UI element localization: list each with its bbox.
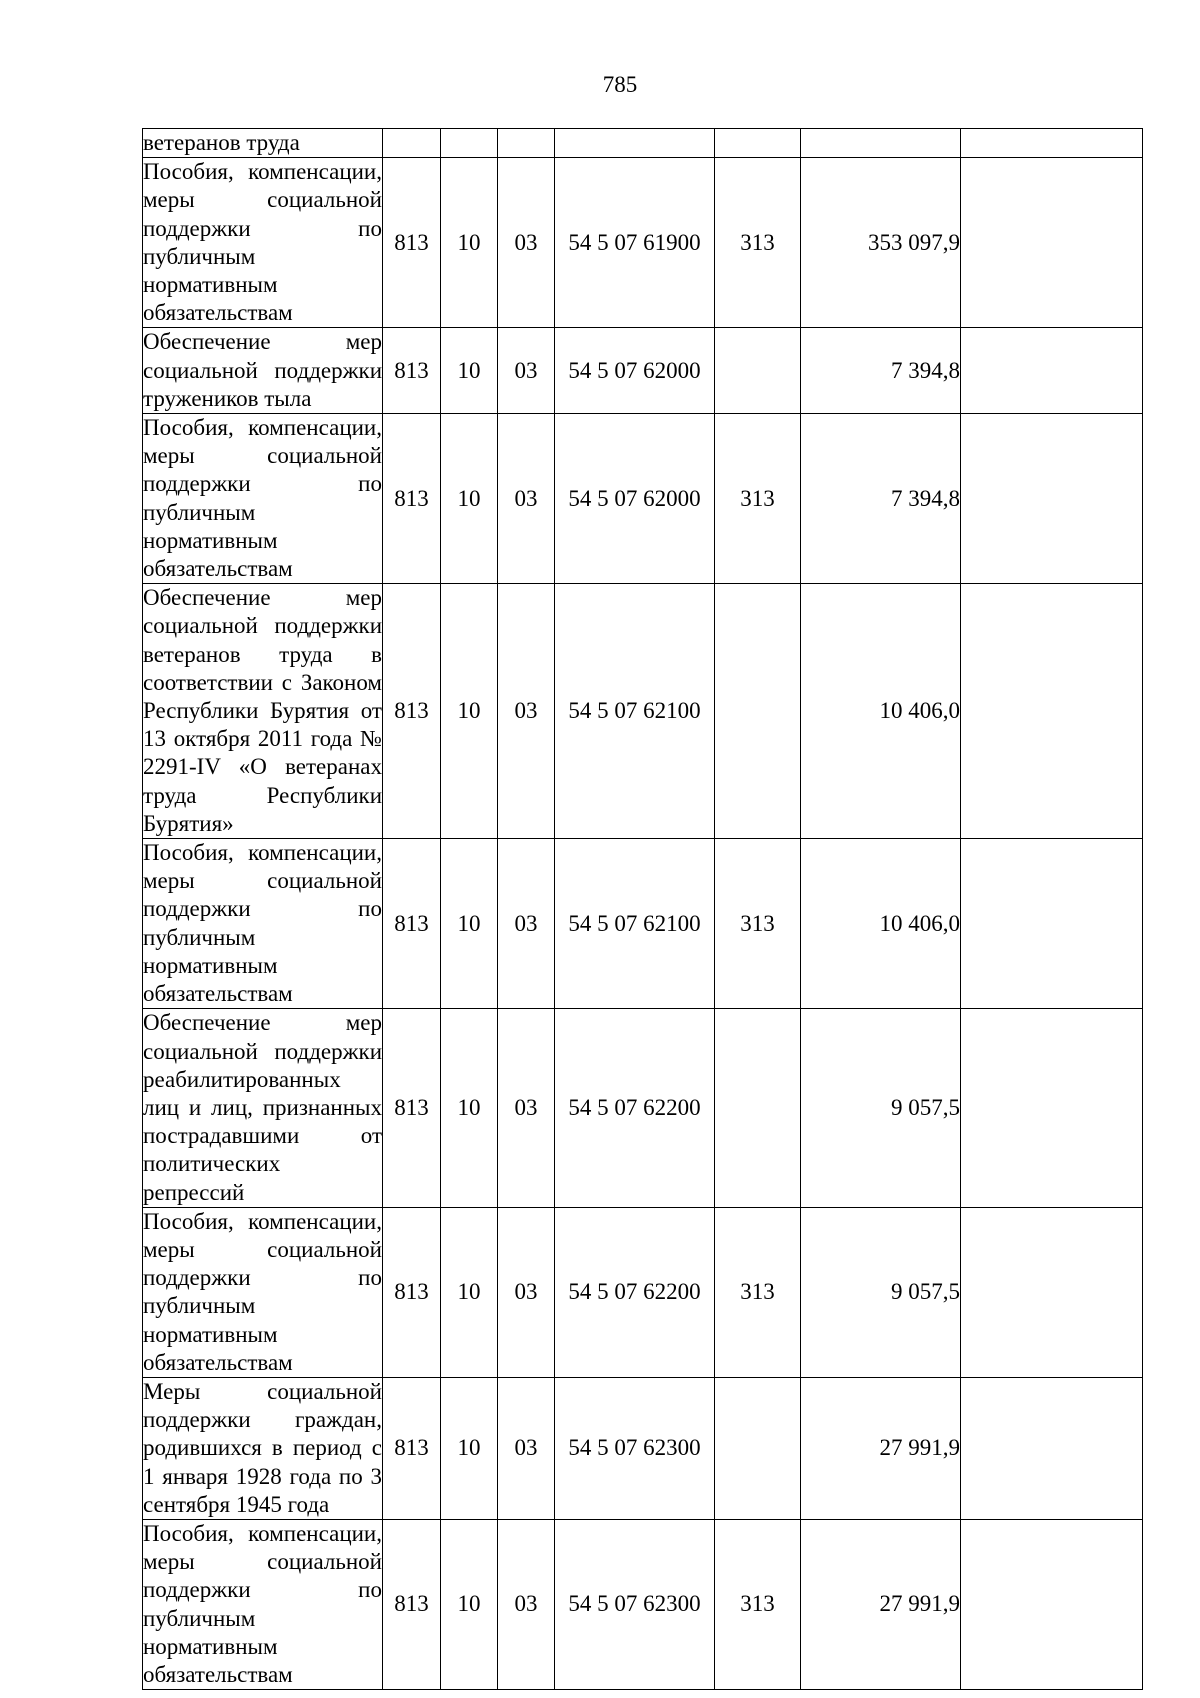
expense-type-cell: 313 (715, 1519, 801, 1689)
target-article-cell (555, 129, 715, 158)
expense-type-cell (715, 328, 801, 414)
extra-cell (961, 328, 1143, 414)
expense-name: Обеспечение мер социальной поддержки тружеников тыла (143, 329, 382, 411)
section-code-cell (441, 129, 498, 158)
section-code-cell: 10 (441, 1207, 498, 1377)
amount-cell: 27 991,9 (801, 1377, 961, 1519)
subsection-code-cell: 03 (498, 1009, 555, 1207)
expense-name-cell (143, 158, 383, 328)
subsection-code-cell: 03 (498, 584, 555, 839)
section-code-cell: 10 (441, 328, 498, 414)
expense-name: Пособия, компенсации, меры социальной поддержки по публичным нормативным обязательствам (143, 1208, 382, 1375)
subsection-code-cell: 03 (498, 1207, 555, 1377)
expense-type-cell (715, 1377, 801, 1519)
table-row (143, 129, 1143, 158)
subsection-code-cell: 03 (498, 328, 555, 414)
extra-cell (961, 1519, 1143, 1689)
target-article-cell: 54 5 07 62200 (555, 1207, 715, 1377)
expense-name-cell (143, 1377, 383, 1519)
expense-name: Пособия, компенсации, меры социальной поддержки по публичным нормативным обязательствам (143, 840, 382, 1007)
table-row (143, 1519, 1143, 1689)
amount-cell: 9 057,5 (801, 1009, 961, 1207)
expense-name: Пособия, компенсации, меры социальной поддержки по публичным нормативным обязательствам (143, 415, 382, 582)
ministry-code-cell: 813 (383, 1519, 441, 1689)
budget-table (142, 128, 1143, 1690)
ministry-code-cell: 813 (383, 584, 441, 839)
extra-cell (961, 129, 1143, 158)
target-article-cell: 54 5 07 61900 (555, 158, 715, 328)
table-body (143, 129, 1143, 1690)
table-row (143, 328, 1143, 414)
subsection-code-cell: 03 (498, 839, 555, 1009)
section-code-cell: 10 (441, 414, 498, 584)
expense-name: ветеранов труда (143, 130, 300, 155)
target-article-cell: 54 5 07 62000 (555, 414, 715, 584)
expense-type-cell (715, 129, 801, 158)
expense-name-cell (143, 839, 383, 1009)
table-row (143, 1207, 1143, 1377)
expense-name: Обеспечение мер социальной поддержки ветеранов труда в соответствии с Законом Республики Бурятия от 13 октября 2011 года № 2291-IV «О ветеранах труда Республики Бурятия» (143, 585, 382, 836)
expense-name-cell (143, 129, 383, 158)
target-article-cell: 54 5 07 62100 (555, 839, 715, 1009)
amount-cell: 7 394,8 (801, 328, 961, 414)
table-row (143, 839, 1143, 1009)
extra-cell (961, 839, 1143, 1009)
section-code-cell: 10 (441, 839, 498, 1009)
amount-cell: 10 406,0 (801, 584, 961, 839)
subsection-code-cell: 03 (498, 414, 555, 584)
table-row (143, 584, 1143, 839)
extra-cell (961, 1207, 1143, 1377)
amount-cell (801, 129, 961, 158)
amount-cell: 10 406,0 (801, 839, 961, 1009)
section-code-cell: 10 (441, 1377, 498, 1519)
extra-cell (961, 414, 1143, 584)
extra-cell (961, 158, 1143, 328)
subsection-code-cell: 03 (498, 1377, 555, 1519)
expense-name: Пособия, компенсации, меры социальной поддержки по публичным нормативным обязательствам (143, 159, 382, 326)
expense-type-cell (715, 584, 801, 839)
section-code-cell: 10 (441, 1009, 498, 1207)
expense-name-cell (143, 1009, 383, 1207)
page-number: 785 (602, 72, 638, 97)
ministry-code-cell (383, 129, 441, 158)
subsection-code-cell (498, 129, 555, 158)
extra-cell (961, 584, 1143, 839)
expense-name-cell (143, 328, 383, 414)
target-article-cell: 54 5 07 62300 (555, 1377, 715, 1519)
ministry-code-cell: 813 (383, 1377, 441, 1519)
expense-type-cell: 313 (715, 1207, 801, 1377)
ministry-code-cell: 813 (383, 158, 441, 328)
ministry-code-cell: 813 (383, 328, 441, 414)
amount-cell: 7 394,8 (801, 414, 961, 584)
expense-name: Обеспечение мер социальной поддержки реабилитированных лиц и лиц, признанных пострадавшими от политических репрессий (143, 1010, 382, 1205)
table-row (143, 158, 1143, 328)
amount-cell: 353 097,9 (801, 158, 961, 328)
expense-name-cell (143, 414, 383, 584)
ministry-code-cell: 813 (383, 414, 441, 584)
expense-type-cell: 313 (715, 414, 801, 584)
ministry-code-cell: 813 (383, 839, 441, 1009)
table-row (143, 1009, 1143, 1207)
subsection-code-cell: 03 (498, 158, 555, 328)
expense-name-cell (143, 584, 383, 839)
amount-cell: 27 991,9 (801, 1519, 961, 1689)
ministry-code-cell: 813 (383, 1207, 441, 1377)
ministry-code-cell: 813 (383, 1009, 441, 1207)
target-article-cell: 54 5 07 62300 (555, 1519, 715, 1689)
expense-type-cell (715, 1009, 801, 1207)
expense-type-cell: 313 (715, 158, 801, 328)
table-row (143, 414, 1143, 584)
extra-cell (961, 1009, 1143, 1207)
section-code-cell: 10 (441, 584, 498, 839)
expense-name: Пособия, компенсации, меры социальной поддержки по публичным нормативным обязательствам (143, 1520, 382, 1687)
target-article-cell: 54 5 07 62000 (555, 328, 715, 414)
target-article-cell: 54 5 07 62100 (555, 584, 715, 839)
amount-cell: 9 057,5 (801, 1207, 961, 1377)
extra-cell (961, 1377, 1143, 1519)
subsection-code-cell: 03 (498, 1519, 555, 1689)
table-row (143, 1377, 1143, 1519)
section-code-cell: 10 (441, 1519, 498, 1689)
target-article-cell: 54 5 07 62200 (555, 1009, 715, 1207)
section-code-cell: 10 (441, 158, 498, 328)
expense-name: Меры социальной поддержки граждан, родившихся в период с 1 января 1928 года по 3 сентября 1945 года (143, 1378, 382, 1517)
expense-type-cell: 313 (715, 839, 801, 1009)
expense-name-cell (143, 1207, 383, 1377)
expense-name-cell (143, 1519, 383, 1689)
